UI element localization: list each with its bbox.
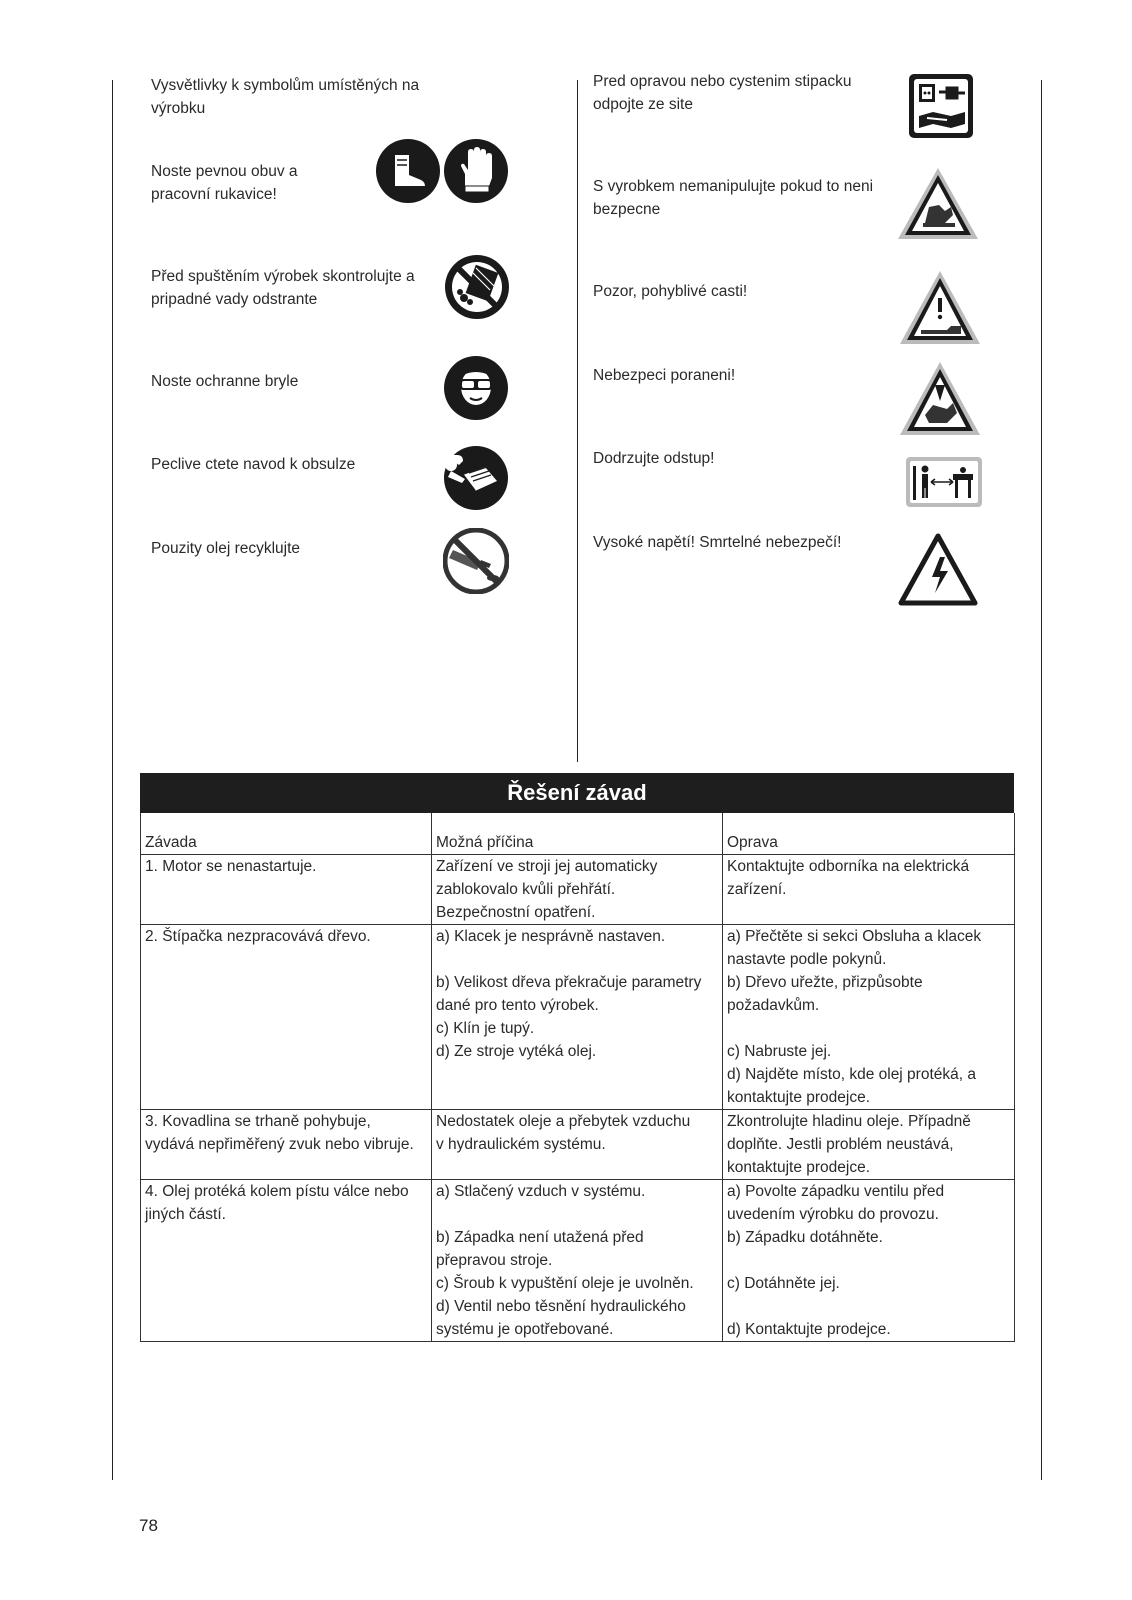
right-margin-line <box>1041 80 1042 1480</box>
header-fault: Závada <box>141 813 432 855</box>
symbol-text-manual: Peclive ctete navod k obsulze <box>151 456 356 473</box>
fault-cell: 2. Štípačka nezpracovává dřevo. <box>141 925 432 1110</box>
fix-cell: Kontaktujte odborníka na elektrická zařízení. <box>723 855 1015 925</box>
cause-cell: a) Klacek je nesprávně nastaven. b) Velikost dřeva překračuje parametry dané pro tento výrobek. c) Klín je tupý. d) Ze stroje vytéká olej. <box>432 925 723 1110</box>
header-fix: Oprava <box>723 813 1015 855</box>
left-margin-line <box>112 80 113 1480</box>
symbols-heading: Vysvětlivky k symbolům umístěných na výrobku <box>151 77 420 117</box>
symbol-text-oil: Pouzity olej recyklujte <box>151 540 301 557</box>
fix-cell: Zkontrolujte hladinu oleje. Případně doplňte. Jestli problém neustává, kontaktujte prodejce. <box>723 1110 1015 1180</box>
header-cause: Možná příčina <box>432 813 723 855</box>
symbol-text-goggles: Noste ochranne bryle <box>151 373 299 390</box>
symbol-text-distance: Dodrzujte odstup! <box>593 450 715 467</box>
fault-cell: 4. Olej protéká kolem pístu válce nebo jiných částí. <box>141 1180 432 1342</box>
fault-cell: 3. Kovadlina se trhaně pohybuje, vydává nepřiměřený zvuk nebo vibruje. <box>141 1110 432 1180</box>
table-row <box>141 925 1015 1110</box>
safety-goggles-icon <box>443 355 509 421</box>
boots-icon <box>375 138 441 204</box>
page-number: 78 <box>139 1516 158 1535</box>
symbol-text-injury: Nebezpeci poraneni! <box>593 367 736 384</box>
table-title: Řešení závad <box>140 773 1014 813</box>
troubleshooting-table <box>140 773 1014 1342</box>
symbol-text-hand-danger: S vyrobkem nemanipulujte pokud to neni bezpecne <box>593 178 874 218</box>
symbol-text-unplug: Pred opravou nebo cystenim stipacku odpojte ze site <box>593 73 852 113</box>
read-manual-icon <box>443 445 509 511</box>
fix-cell: a) Povolte západku ventilu před uvedením výrobku do provozu. b) Západku dotáhněte. c) Dotáhněte jej. d) Kontaktujte prodejce. <box>723 1180 1015 1342</box>
symbol-text-boots-gloves: Noste pevnou obuv a pracovní rukavice! <box>151 163 298 203</box>
gloves-icon <box>443 138 509 204</box>
inspect-defects-icon <box>444 254 510 320</box>
cause-cell: a) Stlačený vzduch v systému. b) Západka není utažená před přepravou stroje. c) Šroub k vypuštění oleje je uvolněn. d) Ventil nebo těsnění hydraulického systému je opotřebované. <box>432 1180 723 1342</box>
center-divider-line <box>577 80 578 762</box>
fault-cell: 1. Motor se nenastartuje. <box>141 855 432 925</box>
symbol-text-high-voltage: Vysoké napětí! Smrtelné nebezpečí! <box>593 534 842 551</box>
cause-cell: Zařízení ve stroji jej automaticky zablokovalo kvůli přehřátí. Bezpečnostní opatření. <box>432 855 723 925</box>
hand-danger-warning-icon <box>895 165 981 243</box>
cause-cell: Nedostatek oleje a přebytek vzduchu v hydraulickém systému. <box>432 1110 723 1180</box>
unplug-before-repair-icon <box>907 72 975 140</box>
keep-distance-icon <box>905 456 983 508</box>
symbol-text-moving-parts: Pozor, pohyblivé casti! <box>593 283 748 300</box>
injury-danger-warning-icon <box>897 359 983 439</box>
high-voltage-warning-icon <box>898 533 978 607</box>
symbol-text-inspect: Před spuštěním výrobek skontrolujte a pripadné vady odstrante <box>151 268 415 308</box>
table-row <box>141 855 1015 925</box>
fix-cell: a) Přečtěte si sekci Obsluha a klacek nastavte podle pokynů. b) Dřevo uřežte, přizpůsobte požadavkům. c) Nabruste jej. d) Najděte místo, kde olej protéká, a kontaktujte prodejce. <box>723 925 1015 1110</box>
table-header-row <box>141 813 1015 855</box>
table-row <box>141 1180 1015 1342</box>
table-row <box>141 1110 1015 1180</box>
no-oil-dumping-icon <box>443 528 509 594</box>
moving-parts-warning-icon <box>897 268 983 348</box>
